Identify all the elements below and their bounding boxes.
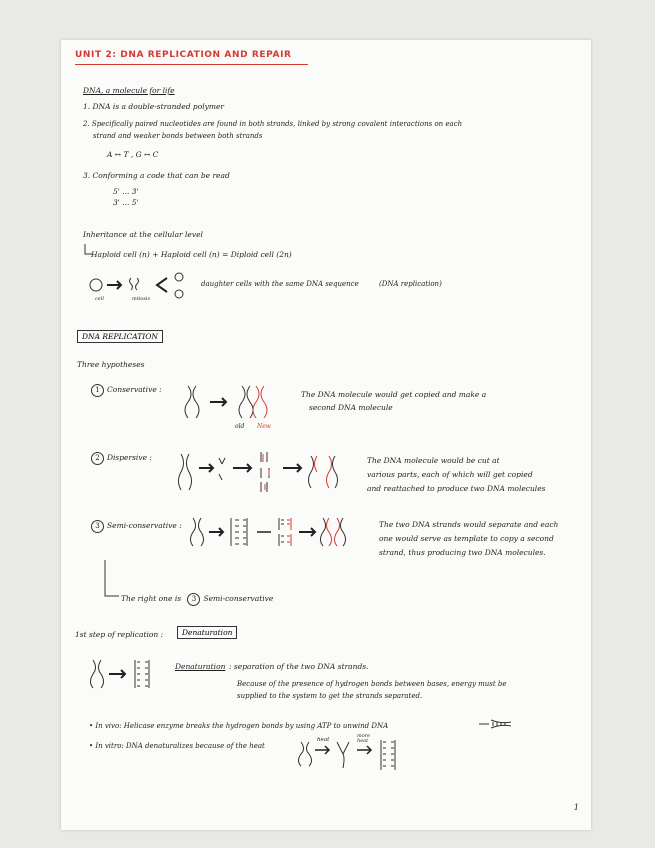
branch-arrow-icon: [83, 244, 93, 258]
ploidy-equation: Haploid cell (n) + Haploid cell (n) = Diploid cell (2n): [91, 250, 292, 259]
denaturation-box: Denaturation: [177, 626, 237, 639]
denaturation-reason-1: Because of the presence of hydrogen bonds between bases, energy must be: [237, 680, 507, 688]
heat-label: heat: [317, 737, 330, 743]
daughter-cells-text: daughter cells with the same DNA sequence: [201, 280, 359, 288]
dispersive-desc-1: The DNA molecule would be cut at: [367, 456, 500, 465]
dna-replication-box: DNA REPLICATION: [77, 330, 163, 343]
old-label: old: [235, 423, 245, 430]
semi-conservative-desc-2: one would serve as template to copy a second: [379, 534, 554, 543]
semi-conservative-desc-1: The two DNA strands would separate and each: [379, 520, 559, 529]
conclusion-arrow-icon: [103, 560, 123, 600]
title-underline: [75, 64, 308, 65]
helicase-icon: [479, 718, 513, 730]
dna-replication-tag: (DNA replication): [379, 280, 442, 288]
denaturation-term: Denaturation: [175, 662, 226, 671]
hypothesis-3-label: Semi-conservative :: [107, 521, 182, 530]
hypothesis-1-label: Conservative :: [107, 385, 162, 394]
hypothesis-2-number: 2: [91, 452, 104, 465]
hypotheses-heading: Three hypotheses: [77, 360, 145, 369]
cell-label: cell: [95, 296, 104, 302]
inheritance-heading: Inheritance at the cellular level: [83, 230, 203, 239]
hypothesis-1-number: 1: [91, 384, 104, 397]
conservative-diagram: [186, 384, 281, 422]
dispersive-desc-3: and reattached to produce two DNA molecules: [367, 484, 546, 493]
page-title: UNIT 2: DNA REPLICATION AND REPAIR: [75, 50, 292, 60]
dna-item-2-line1: 2. Specifically paired nucleotides are found in both strands, linked by strong covalent interactions on each: [83, 120, 463, 128]
hypothesis-2-label: Dispersive :: [107, 453, 152, 462]
dna-item-3: 3. Conforming a code that can be read: [83, 171, 230, 180]
semi-conservative-diagram: [191, 516, 351, 550]
denaturation-reason-2: supplied to the system to get the strands separated.: [237, 692, 423, 700]
in-vitro-text: • In vitro: DNA denaturalizes because of the heat: [89, 742, 265, 750]
mitosis-label: mitosis: [132, 296, 151, 302]
right-one-number: 3: [187, 593, 200, 606]
dna-item-2-line2: strand and weaker bonds between both strands: [93, 132, 263, 140]
heat-denaturation-diagram: [299, 738, 399, 774]
conservative-desc-2: second DNA molecule: [309, 403, 393, 412]
dna-item-1: 1. DNA is a double-stranded polymer: [83, 102, 224, 111]
code-line-1: 5' ... 3': [113, 187, 139, 196]
more-heat-label: more heat: [357, 733, 371, 744]
code-line-2: 3' ... 5': [113, 198, 139, 207]
dispersive-desc-2: various parts, each of which will get copied: [367, 470, 533, 479]
hypothesis-3-number: 3: [91, 520, 104, 533]
dispersive-diagram: [179, 450, 359, 498]
section-heading-dna: DNA, a molecule for life: [83, 86, 175, 95]
page-number: 1: [573, 803, 579, 812]
right-one-suffix: Semi-conservative: [203, 594, 274, 603]
semi-conservative-desc-3: strand, thus producing two DNA molecules.: [379, 548, 546, 557]
conservative-desc-1: The DNA molecule would get copied and make a: [301, 390, 487, 399]
new-label: New: [257, 423, 271, 430]
right-one-prefix: The right one is: [121, 594, 182, 603]
base-pairs: A ↔ T , G ↔ C: [107, 150, 159, 159]
denaturation-diagram: [91, 658, 161, 692]
notebook-page: [61, 40, 591, 830]
in-vivo-text: • In vivo: Helicase enzyme breaks the hydrogen bonds by using ATP to unwind DNA: [89, 722, 389, 730]
first-step-label: 1st step of replication :: [75, 630, 164, 639]
denaturation-definition: : separation of the two DNA strands.: [229, 662, 369, 671]
